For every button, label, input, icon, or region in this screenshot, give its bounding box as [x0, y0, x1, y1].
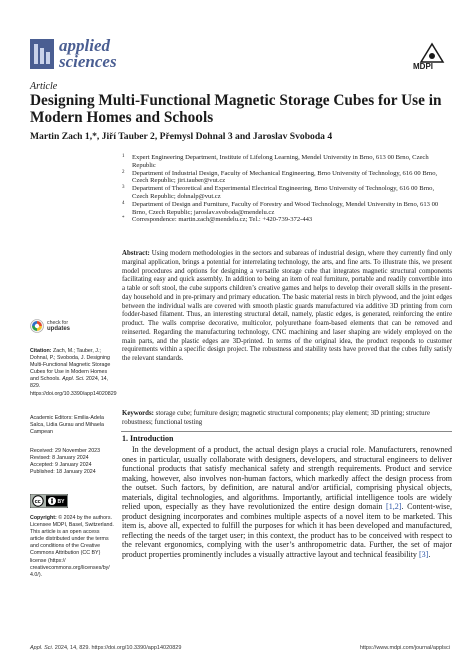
citation-block [30, 348, 117, 398]
footer-url[interactable]: https://www.mdpi.com/journal/applsci [359, 645, 450, 651]
check-for-updates-icon[interactable] [30, 319, 44, 333]
intro-paragraph [122, 445, 452, 559]
reference-link[interactable]: [1,2] [386, 502, 402, 511]
footer-journal: Appl. Sci. [30, 645, 54, 651]
affiliation-1 [122, 154, 452, 170]
accepted-date: Accepted: 9 January 2024 [30, 462, 92, 469]
svg-text:cc: cc [34, 499, 41, 506]
divider [121, 431, 452, 432]
citation-text: Zach, M.; Tauber, J.; Dohnal, P.; Svoboda, J. Designing Multi-Functional Magnetic Storage Cubes for Use in Modern Homes and Schools. [30, 348, 111, 383]
affiliation-marker: * [122, 216, 125, 222]
affiliation-2 [122, 170, 452, 186]
copyright-label: Copyright: [30, 515, 57, 521]
copyright-block [30, 515, 114, 579]
author-list: Martin Zach 1,*, Jiří Tauber 2, Přemysl Dohnal 3 and Jaroslav Svoboda 4 [30, 131, 333, 142]
citation-label: Citation: [30, 348, 52, 354]
editors-label: Academic Editors: [30, 415, 73, 421]
affiliation-marker: 2 [122, 169, 125, 175]
abstract-text: Using modern methodologies in the sectors and subareas of industrial design, where they currently find only marginal application, brings a potential for interrelating technology, the arts, and fine arts. To illustrate this, we present model procedures and options for designing a versatile storage cube that integrates magnetic structural components facilitating easy and quick assembly. In addition to being an item of real furniture, portable and readily convertible into a table or soft stool, the cube supports children’s creative games and helps to develop their overall skills in the present-day household and in pre-primary and primary education. The basic material rests in birch plywood, and the joint edges between the individual walls are covered with smooth plastic guards manufactured via additive 3D printing from corn fodder-based filament. Thus, an interesting structural detail, namely, plastic edges, is generated, reinforcing the entire product. The walls comprise decorative, multicolor, polyurethane foam-based elements that can be removed and reinserted. Regarding the manufacturing technology, CNC machining and laser shaping are widely employed on the main parts, and the plastic edges are 3D-printed. In terms of the original idea, the product responds to customer requirements within a specific design project. The robustness and stability tests have proved that the cubes fully satisfy the relevant standards. [122, 250, 453, 362]
correspondence [122, 216, 452, 224]
section-heading: 1. Introduction [122, 434, 174, 443]
intro-text-3: . [428, 549, 431, 559]
affiliation-text: Expert Engineering Department, Institute of Lifelong Learning, Mendel University in Brno, 613 00 Brno, Czech Republic [132, 154, 429, 169]
journal-logo-icon [30, 39, 54, 69]
received-date: Received: 29 November 2023 [30, 448, 101, 454]
editors-block [30, 415, 114, 436]
article-type: Article [30, 81, 58, 92]
affiliation-text: Department of Design and Furniture, Faculty of Forestry and Wood Technology, Mendel University in Brno, 613 00 Brno, Czech Republic; jaroslav.svoboda@mendelu.cz [132, 200, 439, 216]
editors-text: Emilia-Adela Salca, Lidia Gurau and Mihaela Campean [30, 415, 104, 436]
reference-link[interactable]: [3] [418, 549, 429, 559]
journal-name-line1: applied [59, 36, 110, 55]
affiliation-marker: 1 [122, 154, 125, 159]
affiliation-text: Department of Theoretical and Experimental Electrical Engineering, Brno University of Technology, 616 00 Brno, Czech Republic; dohnalp@vut.cz [132, 185, 435, 200]
keywords [122, 410, 452, 428]
check-line2: updates [47, 325, 71, 332]
svg-text:BY: BY [57, 499, 65, 506]
journal-name-line2: sciences [59, 52, 117, 71]
check-line1: check for [47, 320, 69, 326]
citation-journal: Appl. Sci. [62, 376, 85, 383]
correspondence-text: Correspondence: martin.zach@mendelu.cz; Tel.: +420-739-372-443 [132, 216, 313, 224]
mdpi-logo-icon [418, 42, 446, 64]
article-title: Designing Multi-Functional Magnetic Storage Cubes for Use in Modern Homes and Schools [30, 92, 442, 126]
abstract [122, 250, 452, 364]
footer-citation-text[interactable]: 2024, 14, 829. https://doi.org/10.3390/app14020829 [54, 645, 182, 651]
affiliations [122, 154, 452, 224]
copyright-text: © 2024 by the authors. Licensee MDPI, Basel, Switzerland. This article is an open access article distributed under the terms and conditions of the Creative Commons Attribution (CC BY) license (https:// creativecommons.org/licenses/by/ 4.0/). [30, 515, 114, 578]
keywords-text: storage cube; furniture design; magnetic structural components; play element; 3D printing; structure robustness; functional testing [122, 410, 430, 426]
intro-text-1: In the development of a product, the actual design plays a crucial role. Manufacturers, renowned ones in particular, usually collaborate with designers, developers, and structural engineers to deliver functional products that satisfy mechanical safety and strength requirements. Product and service making, however, also involves non-human factors, which markedly affect the design process from the outset. Such factors, by definition, are natural and/or artificial, comprising physical objects, materials, digital technologies, and algorithms. Importantly, artificial intelligence tools are widely relied upon, especially as they have revolutionized the entire design domain [122, 445, 452, 511]
published-date: Published: 18 January 2024 [30, 469, 96, 476]
page-footer [30, 645, 450, 651]
affiliation-4 [122, 201, 452, 217]
intro-text-2: . Content-wise, product designing incorporates and combines multiple aspects of a novel item to be marketed. This item is, above all, expected to fulfill the purposes for which it has been developed and manufactured, reflecting the needs of the target user; in this context, the product has to be conceived with respect to the relevant ergonomics, complying with the user’s anthropometric data. Further, the set of major product properties prominently includes a visually attractive layout and technical feasibility [122, 502, 452, 559]
affiliation-marker: 3 [122, 185, 125, 191]
revised-date: Revised: 8 January 2024 [30, 455, 89, 462]
keywords-label: Keywords: [122, 410, 154, 417]
affiliation-3 [122, 185, 452, 201]
abstract-label: Abstract: [122, 250, 150, 257]
affiliation-text: Department of Industrial Design, Faculty of Mechanical Engineering, Brno University of Technology, 616 00 Brno, Czech Republic; jiri.tauber@vut.cz [132, 169, 438, 185]
affiliation-marker: 4 [122, 200, 125, 206]
journal-name [59, 38, 117, 70]
cc-by-license-icon [30, 494, 68, 508]
publisher-name: MDPI [413, 62, 433, 71]
footer-citation [30, 645, 181, 651]
dates-block [30, 448, 114, 476]
check-for-updates[interactable] [47, 321, 70, 332]
citation-rest: 2024, 14, 829. https://doi.org/10.3390/app14020829 [30, 376, 117, 397]
